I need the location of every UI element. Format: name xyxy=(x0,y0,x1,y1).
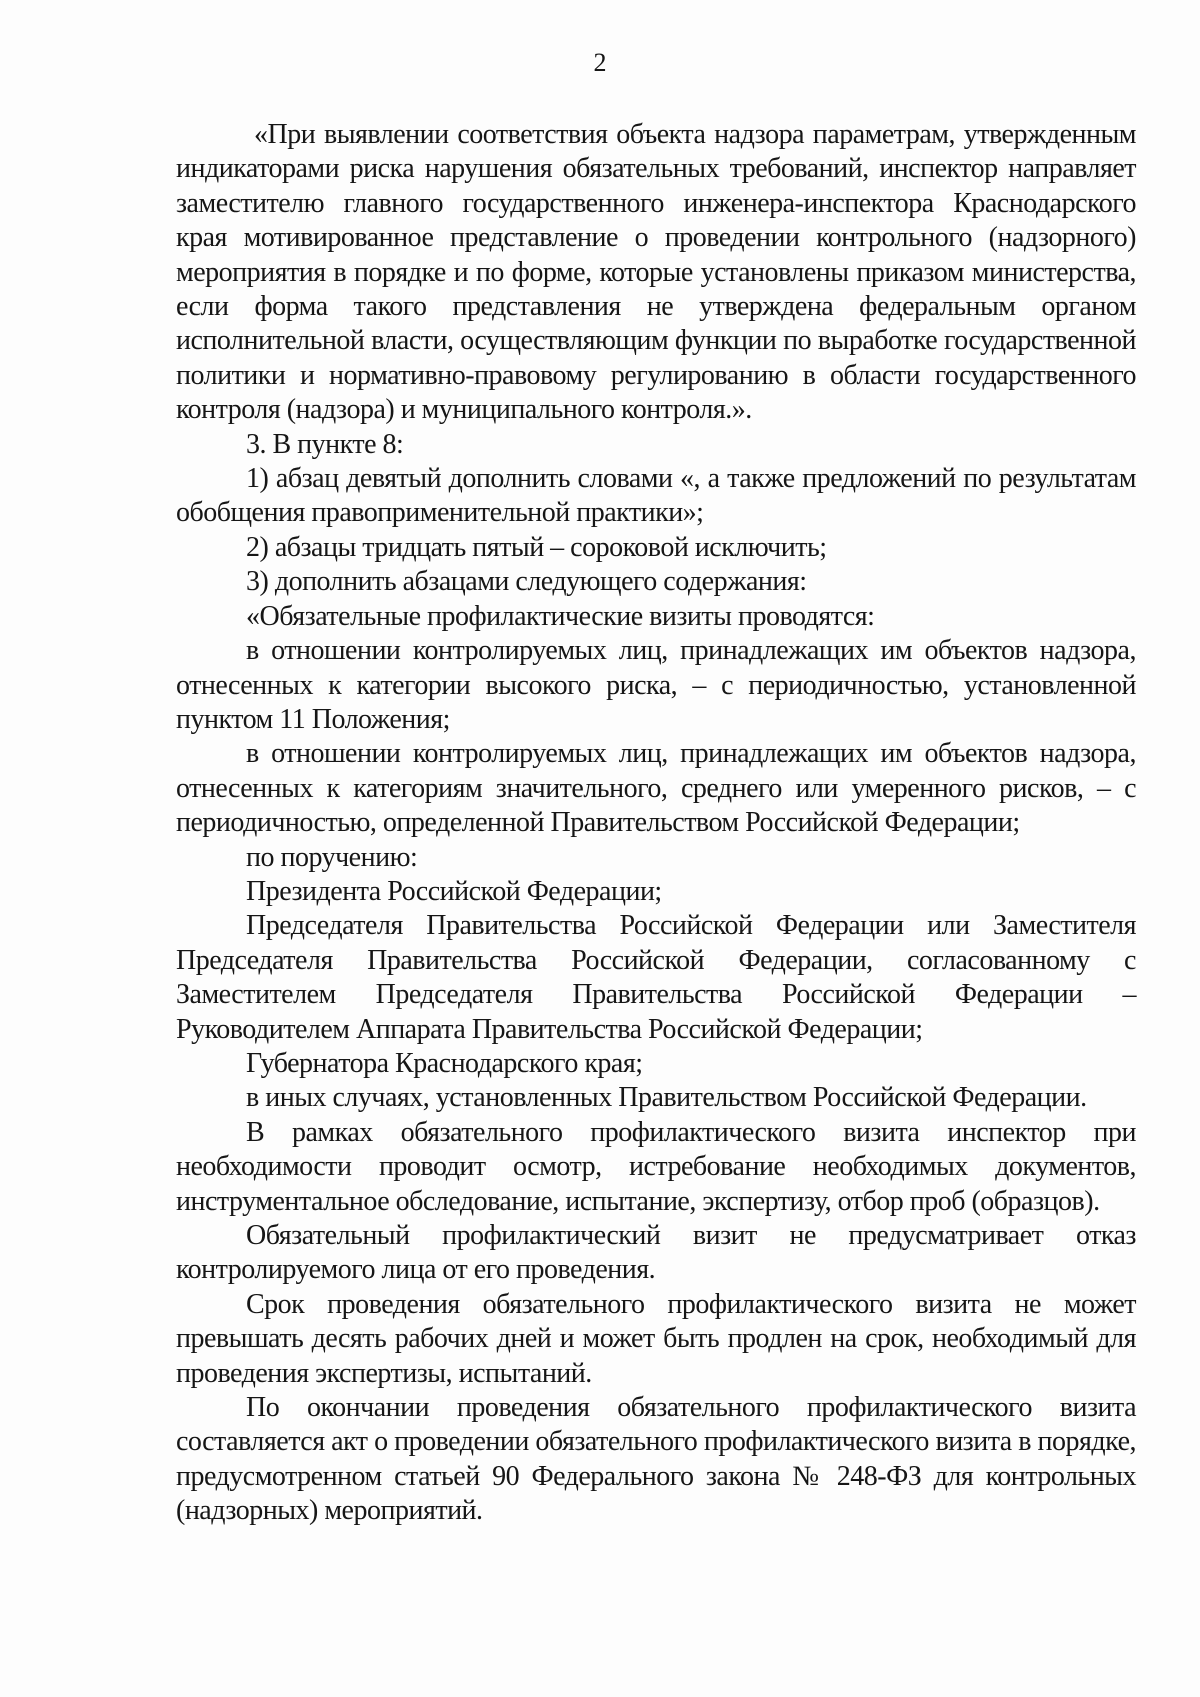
paragraph-subitem-3: 3) дополнить абзацами следующего содержания: xyxy=(246,566,807,598)
paragraph-other-cases: в иных случаях, установленных Правительством Российской Федерации. xyxy=(246,1082,1087,1114)
paragraph-visit-term: Срок проведения обязательного профилактического визита не может превышать десять рабочих дней и может быть продлен на срок, необходимый для проведения экспертизы, испытаний. xyxy=(176,1288,1136,1389)
paragraph-other-risk: в отношении контролируемых лиц, принадлежащих им объектов надзора, отнесенных к категориям значительного, среднего или умеренного рисков, – с периодичностью, определенной Правительством Российской Федерации; xyxy=(176,738,1136,839)
paragraph-point-8: 3. В пункте 8: xyxy=(246,428,404,460)
paragraph-risk-indicators: «При выявлении соответствия объекта надзора параметрам, утвержденным индикаторами риска нарушения обязательных требований, инспектор направляет заместителю главного государственного инженера-инспектора Краснодарского края мотивированное представление о проведении контрольного (надзорного) мероприятия в порядке и по форме, которые установлены приказом министерства, если форма такого представления не утверждена федеральным органом исполнительной власти, осуществляющим функции по выработке государственной политики и нормативно-правовому регулированию в области государственного контроля (надзора) и муниципального контроля.». xyxy=(176,119,1136,426)
paragraph-high-risk: в отношении контролируемых лиц, принадлежащих им объектов надзора, отнесенных к категории высокого риска, – с периодичностью, установленной пунктом 11 Положения; xyxy=(176,635,1136,735)
paragraph-no-refusal: Обязательный профилактический визит не предусматривает отказ контролируемого лица от его проведения. xyxy=(176,1220,1136,1286)
document-body xyxy=(176,118,1136,1529)
paragraph-visit-scope: В рамках обязательного профилактического визита инспектор при необходимости проводит осмотр, истребование необходимых документов, инструментальное обследование, испытание, экспертизу, отбор проб (образцов). xyxy=(176,1116,1136,1217)
paragraph-visits-intro: «Обязательные профилактические визиты проводятся: xyxy=(246,600,875,632)
paragraph-by-order: по поручению: xyxy=(246,841,418,873)
paragraph-visit-act: По окончании проведения обязательного профилактического визита составляется акт о проведении обязательного профилактического визита в порядке, предусмотренном статьей 90 Федерального закона № 248-ФЗ для контрольных (надзорных) мероприятий. xyxy=(176,1392,1136,1527)
paragraph-president: Президента Российской Федерации; xyxy=(246,875,662,907)
paragraph-subitem-1: 1) абзац девятый дополнить словами «, а также предложений по результатам обобщения правоприменительной практики»; xyxy=(176,463,1136,529)
paragraph-government-chair: Председателя Правительства Российской Федерации или Заместителя Председателя Правительства Российской Федерации, согласованному с Заместителем Председателя Правительства Российской Федерации – Руководителем Аппарата Правительства Российской Федерации; xyxy=(176,910,1136,1045)
page-number: 2 xyxy=(593,48,607,77)
paragraph-subitem-2: 2) абзацы тридцать пятый – сороковой исключить; xyxy=(246,531,827,563)
paragraph-governor: Губернатора Краснодарского края; xyxy=(246,1047,643,1079)
